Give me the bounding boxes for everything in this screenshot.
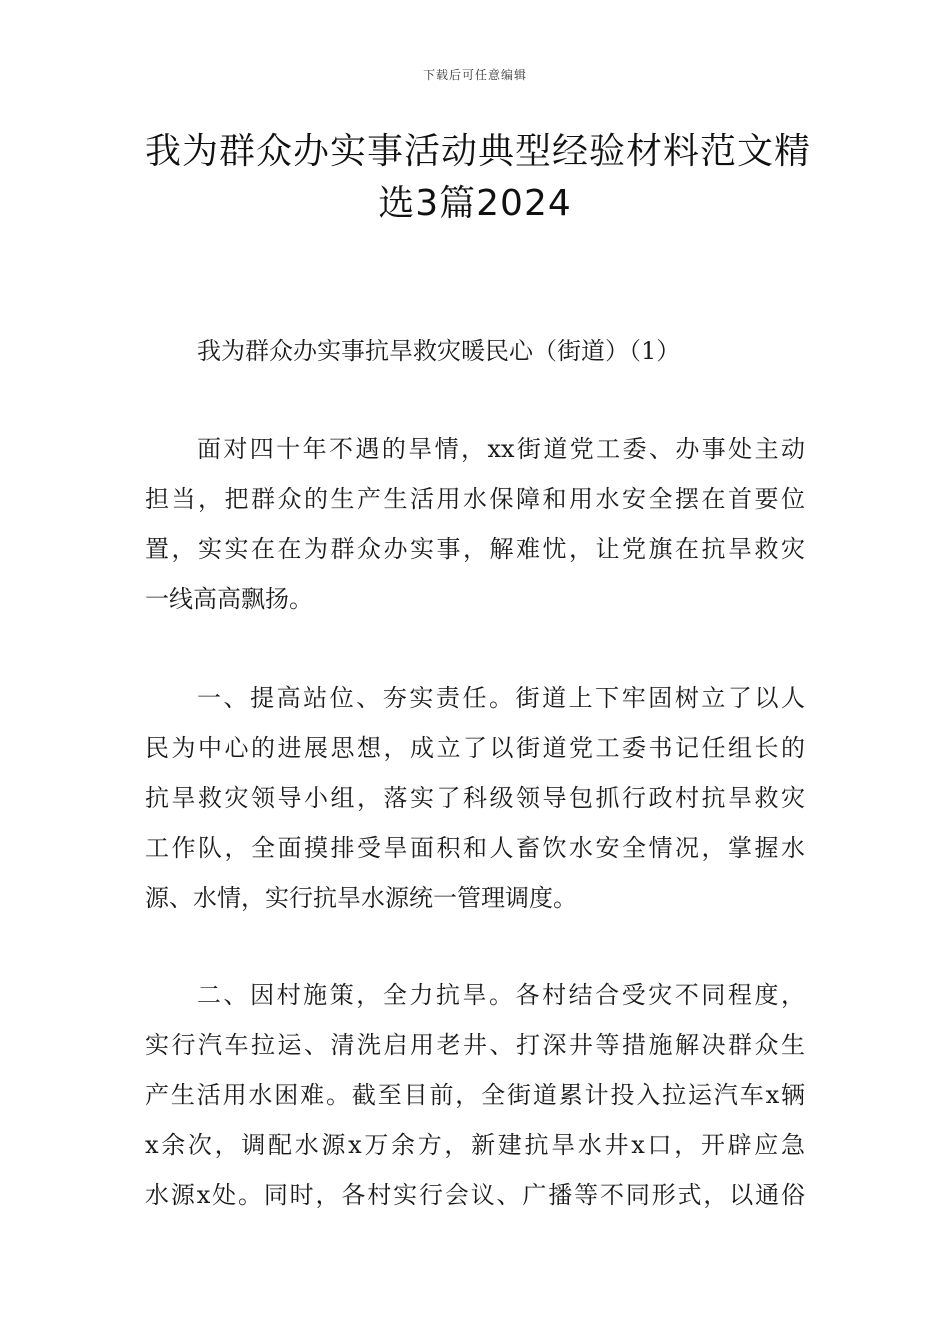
paragraph-section-1 (145, 673, 805, 923)
paragraph-line: 一线高高飘扬。 (145, 585, 313, 613)
paragraph-section-2 (145, 970, 805, 1220)
paragraph-line: 二、因村施策，全力抗旱。各村结合受灾不同程度， (197, 981, 805, 1009)
title-line-1: 我为群众办实事活动典型经验材料范文精 (145, 131, 812, 172)
paragraph-line: 担当，把群众的生产生活用水保障和用水安全摆在首要位 (145, 485, 805, 513)
paragraph-line: 工作队，全面摸排受旱面积和人畜饮水安全情况，掌握水 (145, 834, 805, 862)
paragraph-line: 产生活用水困难。截至目前，全街道累计投入拉运汽车x辆 (145, 1081, 805, 1109)
paragraph-line: x余次，调配水源x万余方，新建抗旱水井x口，开辟应急 (145, 1131, 805, 1159)
paragraph-line: 一、提高站位、夯实责任。街道上下牢固树立了以人 (197, 684, 805, 712)
document-title (145, 126, 812, 230)
paragraph-intro (145, 424, 805, 624)
paragraph-line: 实行汽车拉运、清洗启用老井、打深井等措施解决群众生 (145, 1031, 805, 1059)
header-note: 下载后可任意编辑 (422, 68, 527, 82)
section-subtitle: 我为群众办实事抗旱救灾暖民心（街道）（1） (197, 337, 681, 365)
paragraph-line: 置，实实在在为群众办实事，解难忧，让党旗在抗旱救灾 (145, 535, 805, 563)
paragraph-line: 源、水情，实行抗旱水源统一管理调度。 (145, 884, 577, 912)
paragraph-line: 面对四十年不遇的旱情，xx街道党工委、办事处主动 (197, 435, 805, 463)
paragraph-line: 水源x处。同时，各村实行会议、广播等不同形式，以通俗 (145, 1181, 805, 1209)
title-line-2: 选3篇2024 (378, 183, 572, 224)
paragraph-line: 抗旱救灾领导小组，落实了科级领导包抓行政村抗旱救灾 (145, 784, 805, 812)
paragraph-line: 民为中心的进展思想，成立了以街道党工委书记任组长的 (145, 734, 805, 762)
